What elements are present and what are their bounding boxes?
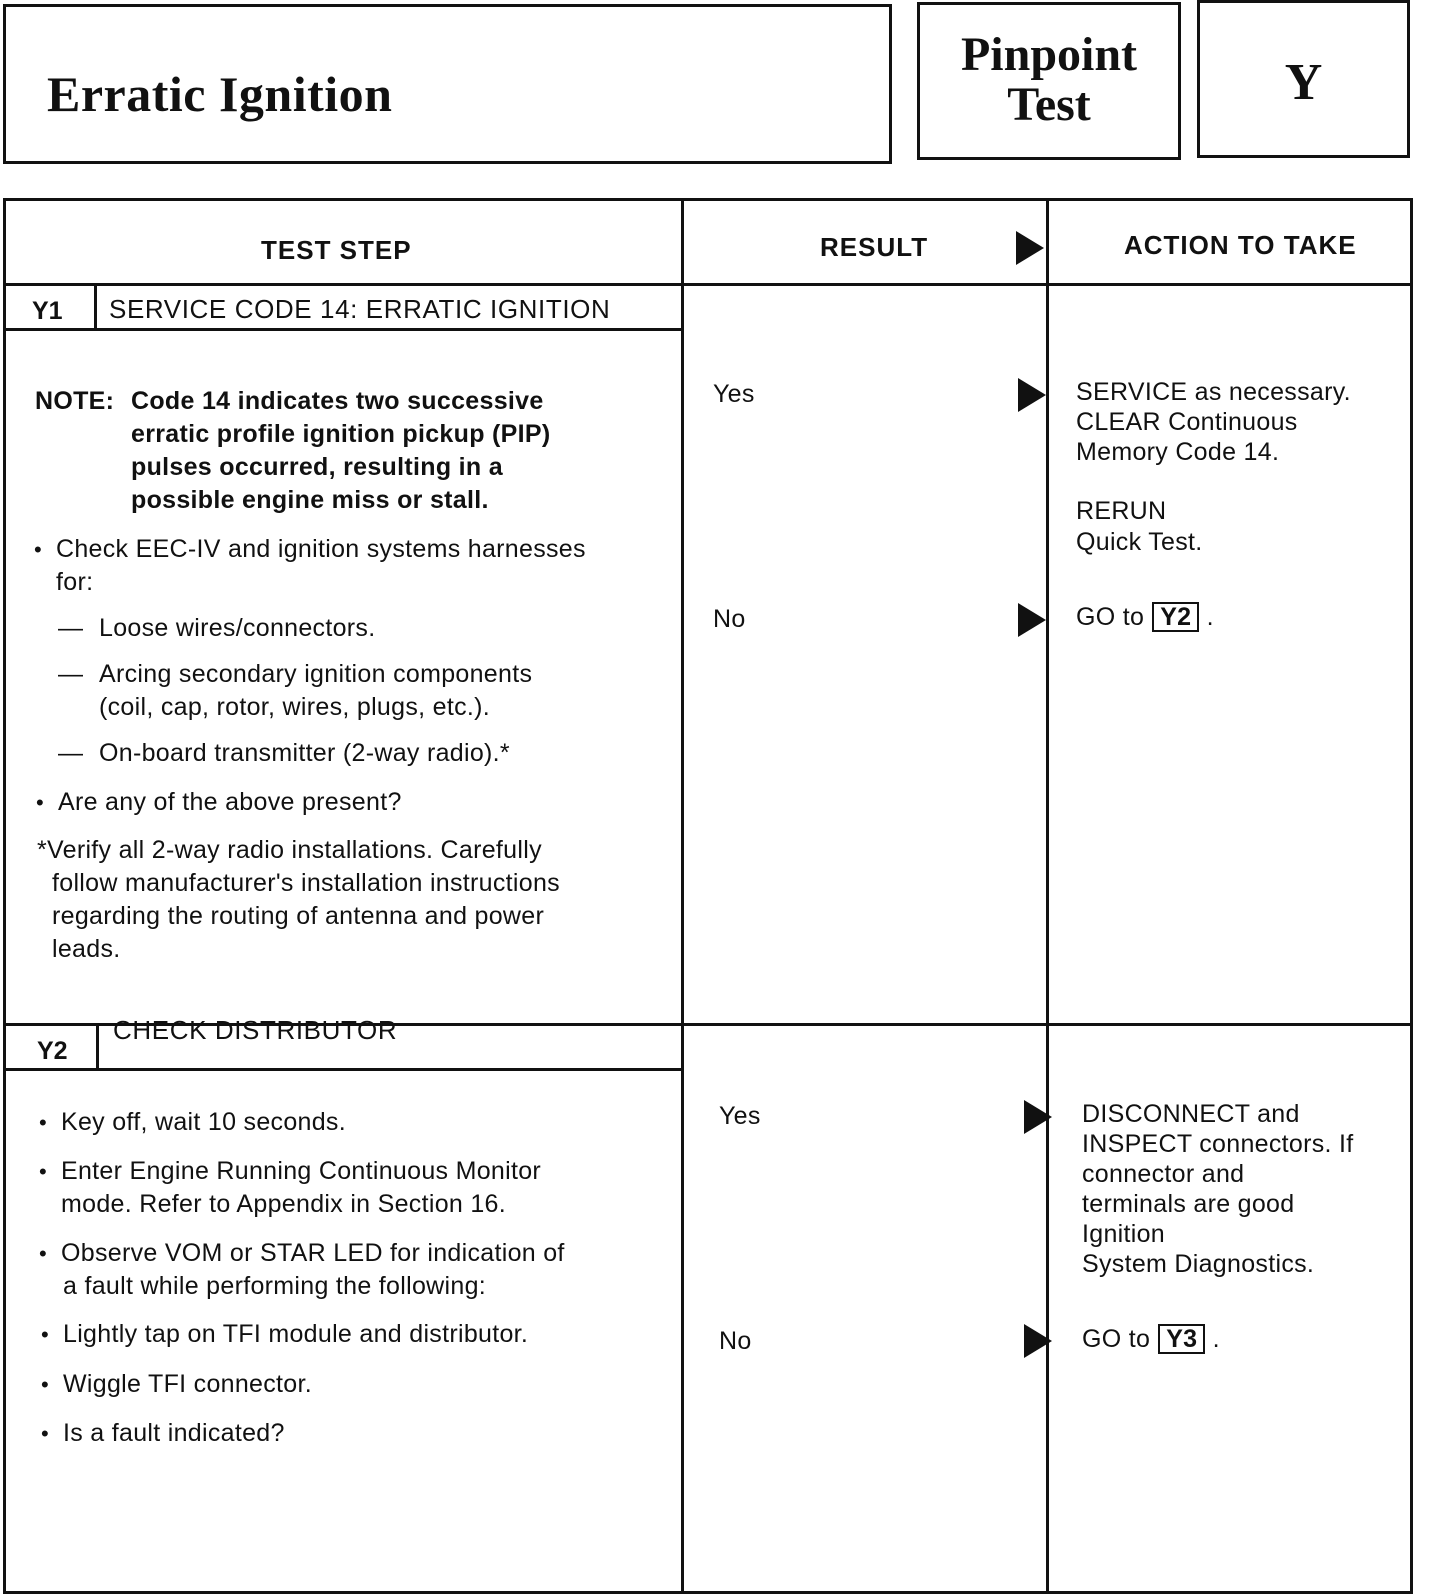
y2-no-action [1082,1323,1220,1356]
goto-y2-link[interactable]: Y2 [1152,602,1199,632]
y1-result-yes: Yes [713,380,755,408]
y1-result-no: No [713,605,746,633]
y1-title-divider [6,328,681,331]
step-title-y2: CHECK DISTRIBUTOR [113,1015,398,1045]
goto-y3-link[interactable]: Y3 [1158,1324,1205,1354]
y2-yes-arrow-icon [1024,1100,1052,1134]
note-label: NOTE: [35,387,115,415]
dash-3: — [58,739,84,767]
pinpoint-table [3,198,1413,1594]
note-line-4: possible engine miss or stall. [131,486,489,514]
result-arrow-icon [1016,231,1044,265]
y1-yes-action-3: Memory Code 14. [1076,438,1280,466]
y1-no-goto-prefix: GO to [1076,603,1145,631]
y1-yes-arrow-icon [1018,378,1046,412]
y1-yes-action-4: RERUN [1076,497,1167,525]
step-title-y1: SERVICE CODE 14: ERRATIC IGNITION [109,294,611,324]
dash-item-2b: (coil, cap, rotor, wires, plugs, etc.). [99,693,490,721]
y2-bullet-3: • Observe VOM or STAR LED for indication of [61,1237,565,1270]
y2-id-divider [96,1023,99,1071]
title-box [3,4,892,164]
header-divider [6,283,1413,286]
y2-bullet-2b: mode. Refer to Appendix in Section 16. [61,1190,507,1218]
y1-id-divider [94,283,97,331]
column-header-result: RESULT [820,232,929,262]
y2-title-divider [6,1068,681,1071]
dash-item-2: Arcing secondary ignition components [99,660,533,688]
column-header-test-step: TEST STEP [261,235,412,265]
y1-no-arrow-icon [1018,603,1046,637]
pinpoint-test-box [917,2,1181,160]
footnote-line-4: leads. [52,935,121,963]
pinpoint-test-label [920,30,1178,130]
y2-yes-action-1: DISCONNECT and [1082,1100,1300,1128]
question-y1: • Are any of the above present? [58,786,402,819]
note-line-3: pulses occurred, resulting in a [131,453,503,481]
footnote-line-2: follow manufacturer's installation instructions [52,869,560,897]
check-line-2: for: [56,568,94,596]
step-id-y1: Y1 [32,297,63,325]
y2-bullet-2: • Enter Engine Running Continuous Monitor [61,1155,541,1188]
column-header-action: ACTION TO TAKE [1124,230,1357,260]
note-line-1: Code 14 indicates two successive [131,387,544,415]
test-letter: Y [1284,54,1323,111]
y2-bullet-6: • Is a fault indicated? [63,1417,285,1450]
footnote-line-1: *Verify all 2-way radio installations. Carefully [37,836,542,864]
y1-yes-action-2: CLEAR Continuous [1076,408,1298,436]
y2-bullet-5: • Wiggle TFI connector. [63,1368,312,1401]
y2-yes-action-4: terminals are good [1082,1190,1295,1218]
y1-no-goto-suffix: . [1206,603,1214,631]
dash-item-1: Loose wires/connectors. [99,614,376,642]
step-id-y2: Y2 [37,1037,68,1065]
y2-yes-action-5: Ignition [1082,1220,1166,1248]
y2-result-no: No [719,1327,752,1355]
test-letter-box [1197,0,1410,158]
dash-1: — [58,614,84,642]
note-line-2: erratic profile ignition pickup (PIP) [131,420,551,448]
footnote-line-3: regarding the routing of antenna and power [52,902,545,930]
y1-yes-action-1: SERVICE as necessary. [1076,378,1351,406]
y2-yes-action-3: connector and [1082,1160,1245,1188]
y2-yes-action-6: System Diagnostics. [1082,1250,1315,1278]
y2-no-goto-suffix: . [1212,1325,1220,1353]
y2-result-yes: Yes [719,1102,761,1130]
pinpoint-line2: Test [1007,78,1091,131]
y2-no-goto-prefix: GO to [1082,1325,1151,1353]
y1-yes-action-5: Quick Test. [1076,528,1203,556]
column-divider-2 [1046,201,1049,1594]
check-line-1: • Check EEC-IV and ignition systems harnesses [56,533,586,566]
y2-bullet-4: • Lightly tap on TFI module and distributor. [63,1318,528,1351]
column-divider-1 [681,201,684,1594]
y1-no-action [1076,601,1214,634]
dash-item-3: On-board transmitter (2-way radio).* [99,739,510,767]
pinpoint-line1: Pinpoint [960,28,1138,81]
y2-yes-action-2: INSPECT connectors. If [1082,1130,1354,1158]
y2-bullet-1: • Key off, wait 10 seconds. [61,1106,346,1139]
page-title: Erratic Ignition [47,66,393,122]
y2-no-arrow-icon [1024,1324,1052,1358]
y2-bullet-3b: a fault while performing the following: [63,1272,487,1300]
dash-2: — [58,660,84,688]
